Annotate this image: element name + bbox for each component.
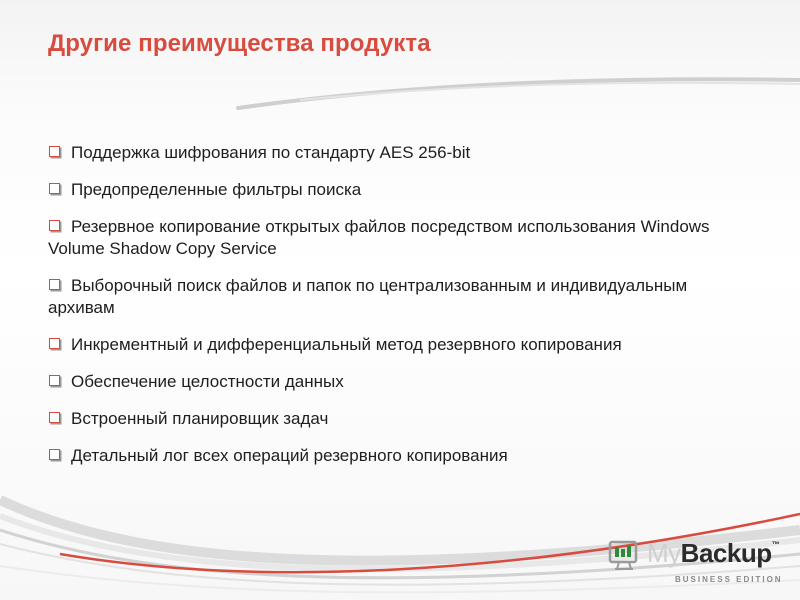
checkbox-bullet-icon (49, 338, 60, 349)
list-item-text: Резервное копирование открытых файлов посредством использования Windows Volume Shadow Copy Service (48, 217, 710, 258)
list-item-text: Инкрементный и дифференциальный метод резервного копирования (71, 335, 622, 354)
list-item-text: Обеспечение целостности данных (71, 372, 344, 391)
list-item (48, 216, 748, 260)
list-item-text: Поддержка шифрования по стандарту AES 256-bit (71, 143, 471, 162)
logo-name-light: My (647, 538, 681, 568)
list-item (48, 179, 748, 201)
list-item (48, 371, 748, 393)
slide-title: Другие преимущества продукта (48, 30, 431, 57)
list-item (48, 445, 748, 467)
list-item (48, 334, 748, 356)
checkbox-bullet-icon (49, 412, 60, 423)
list-item-text: Встроенный планировщик задач (71, 409, 329, 428)
logo-mark-icon (607, 536, 643, 572)
checkbox-bullet-icon (49, 146, 60, 157)
list-item (48, 275, 748, 319)
checkbox-bullet-icon (49, 183, 60, 194)
list-item-text: Выборочный поиск файлов и папок по централизованным и индивидуальным архивам (48, 276, 688, 317)
mybackup-logo (605, 534, 795, 590)
logo-subtitle: BUSINESS EDITION (675, 575, 783, 584)
list-item-text: Предопределенные фильтры поиска (71, 180, 362, 199)
list-item (48, 142, 748, 164)
checkbox-bullet-icon (49, 375, 60, 386)
checkbox-bullet-icon (49, 220, 60, 231)
logo-name (647, 538, 779, 569)
checkbox-bullet-icon (49, 449, 60, 460)
logo-trademark: ™ (771, 540, 780, 549)
decorative-top-swoosh (0, 0, 800, 140)
logo-name-dark: Backup (680, 538, 772, 568)
list-item-text: Детальный лог всех операций резервного копирования (71, 446, 508, 465)
checkbox-bullet-icon (49, 279, 60, 290)
feature-list (48, 142, 748, 482)
list-item (48, 408, 748, 430)
